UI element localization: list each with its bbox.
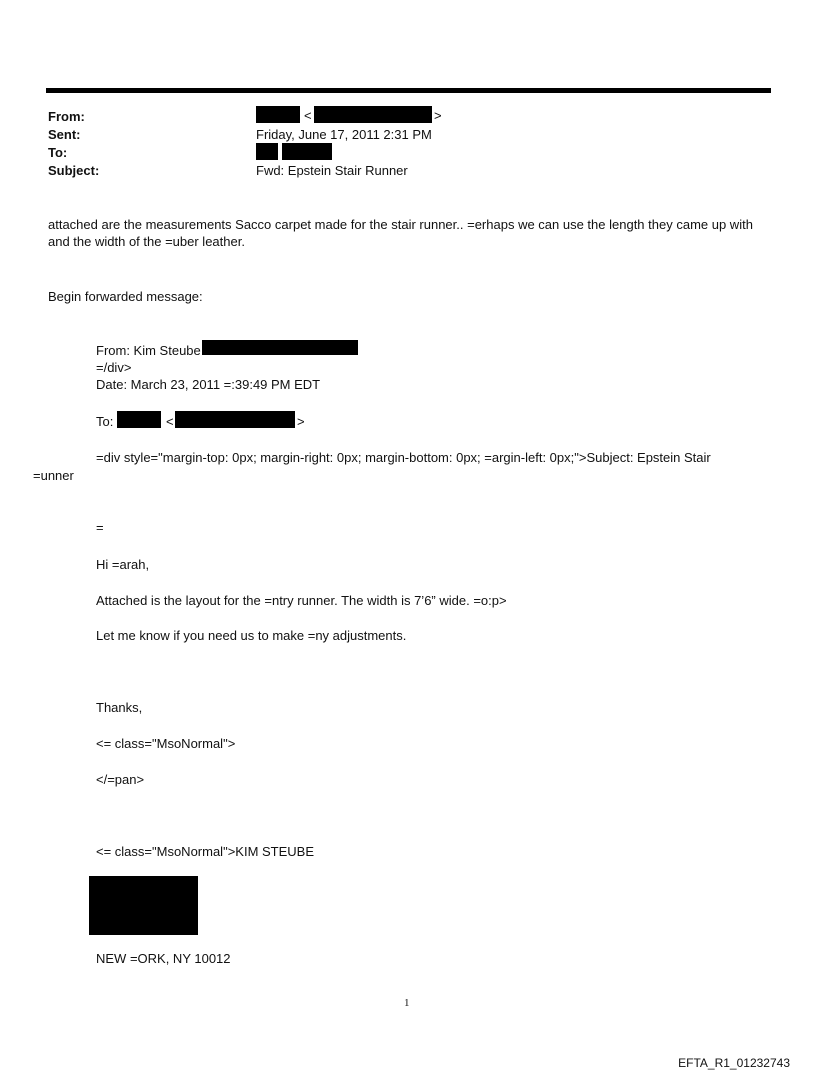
fwd-mso1: <= class="MsoNormal"> xyxy=(96,736,236,751)
from-email-redaction xyxy=(314,106,432,123)
fwd-to-email-redaction xyxy=(175,411,295,428)
from-label: From: xyxy=(48,109,85,124)
sent-value: Friday, June 17, 2011 2:31 PM xyxy=(256,127,432,142)
page-number: 1 xyxy=(404,997,410,1009)
from-name-redaction xyxy=(256,106,300,123)
subject-value: Fwd: Epstein Stair Runner xyxy=(256,163,408,178)
fwd-let-me-know: Let me know if you need us to make =ny adjustments. xyxy=(96,628,407,643)
fwd-pan: </=pan> xyxy=(96,772,145,787)
intro-paragraph: attached are the measurements Sacco carpet made for the stair runner.. =erhaps we can use the length they came up with and the width of the =uber leather. xyxy=(48,217,753,249)
fwd-from-line: From: Kim Steube xyxy=(96,343,201,358)
fwd-unner: =unner xyxy=(33,468,74,483)
fwd-mso2: <= class="MsoNormal">KIM STEUBE xyxy=(96,844,315,859)
fwd-div-close: =/div> xyxy=(96,360,132,375)
fwd-to-prefix: To: xyxy=(96,414,114,429)
document-id: EFTA_R1_01232743 xyxy=(678,1056,790,1070)
to-label: To: xyxy=(48,145,68,160)
header-rule xyxy=(46,88,771,93)
signature-redaction xyxy=(89,876,198,935)
fwd-to-lt: < xyxy=(166,414,174,429)
fwd-equals: = xyxy=(96,520,104,535)
begin-forwarded: Begin forwarded message: xyxy=(48,289,203,304)
fwd-to-name-redaction xyxy=(117,411,161,428)
fwd-thanks: Thanks, xyxy=(96,700,143,715)
to-redaction-2 xyxy=(282,143,332,160)
fwd-date-line: Date: March 23, 2011 =:39:49 PM EDT xyxy=(96,377,321,392)
fwd-to-gt: > xyxy=(297,414,305,429)
fwd-attached: Attached is the layout for the =ntry runner. The width is 7’6” wide. =o:p> xyxy=(96,593,507,608)
subject-label: Subject: xyxy=(48,163,100,178)
from-gt: > xyxy=(434,108,442,123)
fwd-greeting: Hi =arah, xyxy=(96,557,150,572)
fwd-div-style-line: =div style="margin-top: 0px; margin-right: 0px; margin-bottom: 0px; =argin-left: 0px;">Subject: Epstein Stair xyxy=(96,450,711,465)
fwd-address: NEW =ORK, NY 10012 xyxy=(96,951,231,966)
to-redaction-1 xyxy=(256,143,278,160)
fwd-from-email-redaction xyxy=(202,340,358,355)
sent-label: Sent: xyxy=(48,127,81,142)
from-lt: < xyxy=(304,108,312,123)
